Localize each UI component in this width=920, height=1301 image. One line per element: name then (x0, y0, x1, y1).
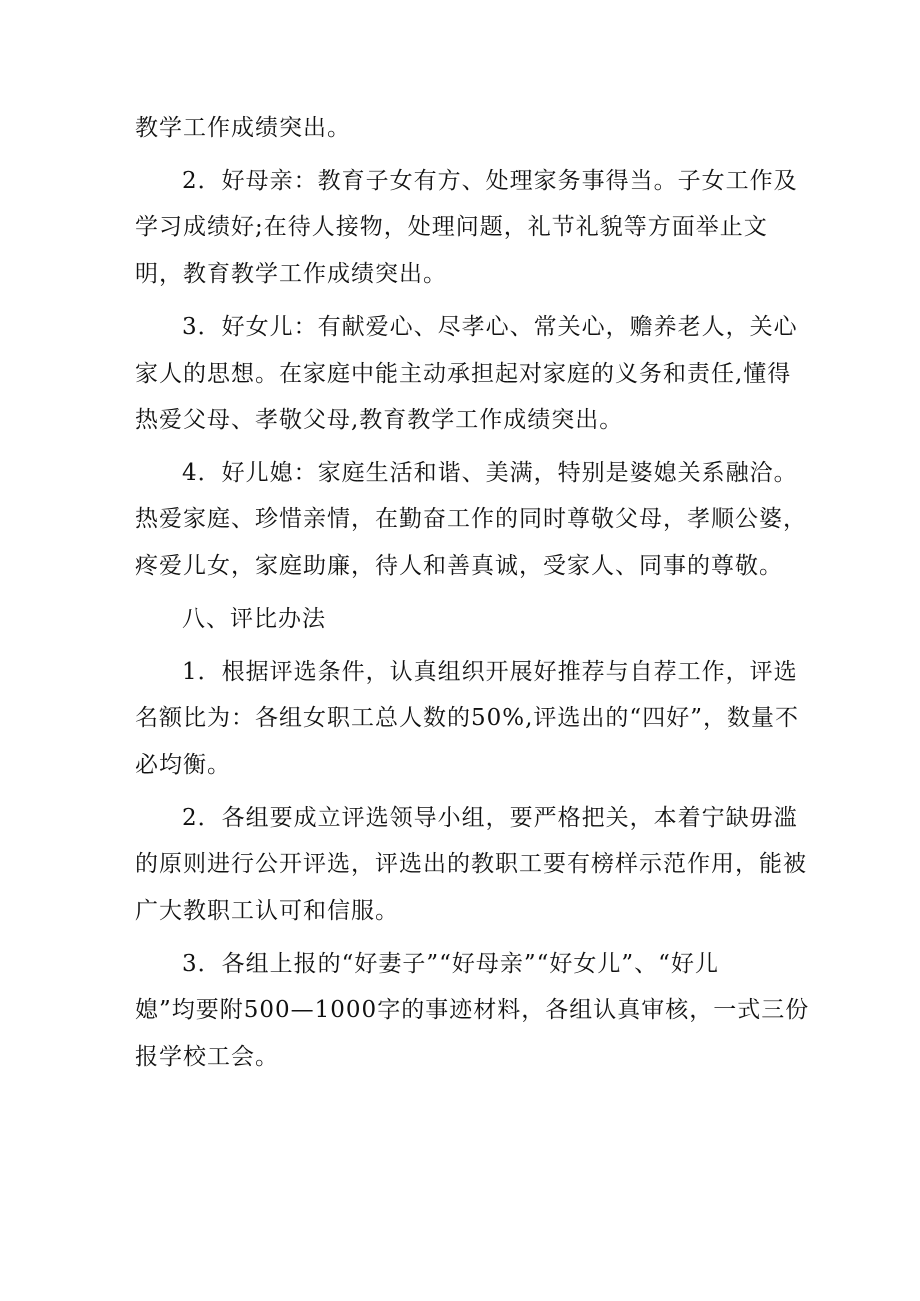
text-line: 1．根据评选条件，认真组织开展好推荐与自荐工作，评选 (182, 659, 798, 685)
text-line: 学习成绩好;在待人接物，处理问题，礼节礼貌等方面举止文 (135, 214, 768, 240)
text-line: 疼爱儿女，家庭助廉，待人和善真诚，受家人、同事的尊敬。 (135, 553, 783, 579)
text-line: 名额比为：各组女职工总人数的50%,评选出的“四好”，数量不 (135, 705, 799, 731)
text-line: 3．各组上报的“好妻子”“好母亲”“好女儿”、“好儿 (182, 951, 719, 977)
text-line: 热爱家庭、珍惜亲情，在勤奋工作的同时尊敬父母，孝顺公婆， (135, 506, 807, 532)
section-heading: 八、评比办法 (182, 606, 326, 632)
text-line: 热爱父母、孝敬父母,教育教学工作成绩突出。 (135, 407, 624, 433)
text-line: 的原则进行公开评选，评选出的教职工要有榜样示范作用，能被 (135, 851, 807, 877)
text-line: 必均衡。 (135, 752, 231, 778)
text-line: 3．好女儿：有献爱心、尽孝心、常关心，赡养老人，关心 (182, 314, 798, 340)
text-line: 广大教职工认可和信服。 (135, 898, 399, 924)
text-line: 报学校工会。 (135, 1044, 279, 1070)
text-line: 2．好母亲：教育子女有方、处理家务事得当。子女工作及 (182, 168, 798, 194)
text-line: 2．各组要成立评选领导小组，要严格把关，本着宁缺毋滥 (182, 805, 798, 831)
text-line: 4．好儿媳：家庭生活和谐、美满，特别是婆媳关系融洽。 (182, 460, 798, 486)
text-line: 明，教育教学工作成绩突出。 (135, 261, 447, 287)
text-line: 家人的思想。在家庭中能主动承担起对家庭的义务和责任,懂得 (135, 361, 792, 387)
text-line: 媳”均要附500—1000字的事迹材料，各组认真审核，一式三份 (135, 997, 810, 1023)
text-line: 教学工作成绩突出。 (135, 115, 351, 141)
